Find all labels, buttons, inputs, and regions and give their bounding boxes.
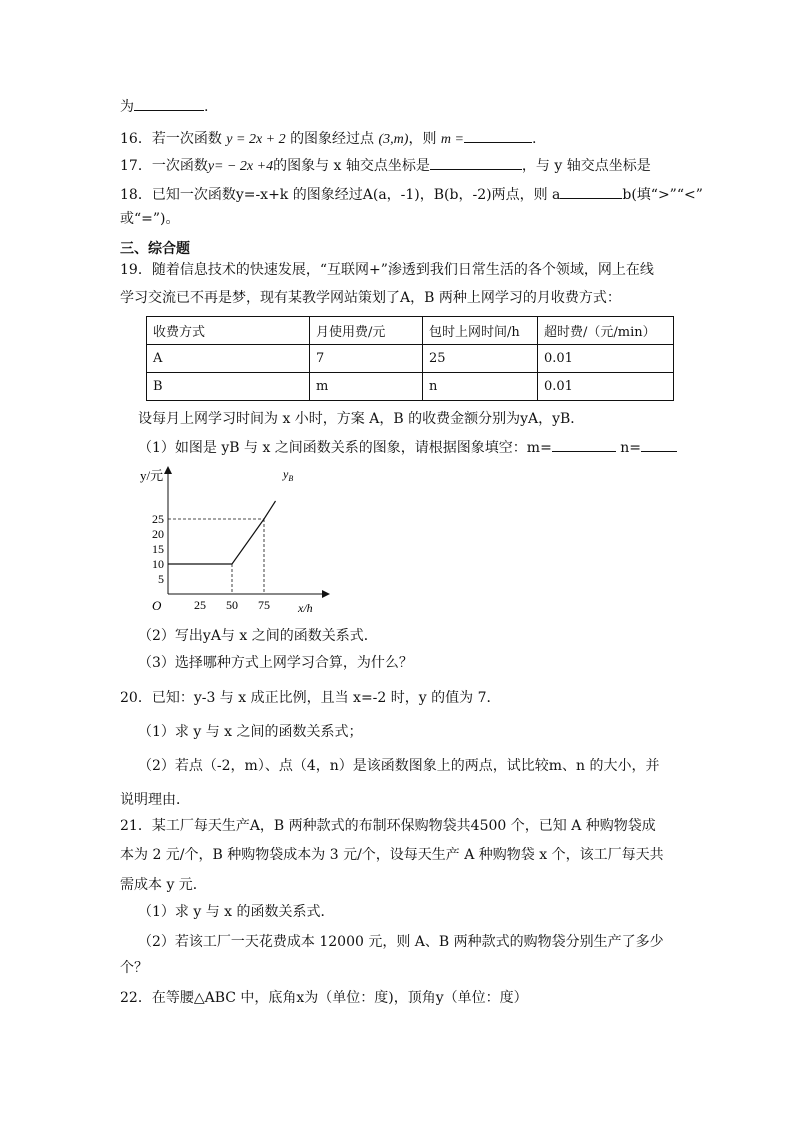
table-cell: 7 [310,345,423,373]
q18-blank[interactable] [560,184,622,199]
q20-sub2b: 说明理由． [120,792,190,808]
q20-sub2a: （2）若点（-2，m）、点（4，n）是该函数图象上的两点，试比较m、n 的大小，并 [138,758,660,774]
table-cell: 0.01 [538,373,674,401]
y-tick-label: 5 [158,572,164,586]
fee-table [146,316,674,401]
q16-point: (3,m) [378,132,409,147]
table-row [147,345,674,373]
q17-tail: ，与 y 轴交点坐标是 [521,158,651,174]
y-tick-label: 10 [152,557,164,571]
q16-mid: 的图象经过点 [290,131,375,147]
table-cell: B [147,373,310,401]
question-16 [120,128,536,149]
q21-sub1: （1）求 y 与 x 的函数关系式． [138,904,335,920]
m-blank[interactable] [552,437,616,452]
q19-sub1 [138,437,677,457]
table-header: 包时上网时间/h [423,317,538,345]
question-18-line2: 或“=”)。 [120,211,180,227]
q19-line2: 学习交流已不再是梦，现有某教学网站策划了A，B 两种上网学习的月收费方式： [120,290,621,306]
q21-sub2a: （2）若该工厂一天花费成本 12000 元，则 A、B 两种款式的购物袋分别生产了多少 [138,934,664,950]
x-tick-label: 75 [258,598,270,612]
section-title: 三、综合题 [120,241,190,257]
q17-mid: 的图象与 x 轴交点坐标是 [273,158,430,174]
q18-line1: 18．已知一次函数y=-x+k 的图象经过A(a，-1)，B(b，-2)两点，则 a [120,187,561,203]
q15-text: 为 [120,99,134,115]
q20-line1: 20．已知：y-3 与 x 成正比例，且当 x=-2 时，y 的值为 7． [120,690,501,706]
q22-line1: 22．在等腰△ABC 中，底角x为（单位：度)，顶角y（单位：度） [120,990,528,1006]
q19-sub3: （3）选择哪种方式上网学习合算，为什么？ [138,655,413,671]
table-cell: 25 [423,345,538,373]
table-cell: m [310,373,423,401]
q17-blank-x[interactable] [430,155,522,170]
q19-sub2: （2）写出yA与 x 之间的函数关系式． [138,628,378,644]
q21-line1: 21．某工厂每天生产A，B 两种款式的布制环保购物袋共4500 个，已知 A 种购物袋成 [120,818,656,834]
table-row [147,373,674,401]
q19-sub1-text: （1）如图是 yB 与 x 之间函数关系的图象，请根据图象填空：m= [138,440,552,456]
q16-end: . [531,131,537,147]
table-cell: A [147,345,310,373]
q20-sub1: （1）求 y 与 x 之间的函数关系式； [138,724,363,740]
question-17 [120,155,651,176]
table-header: 月使用费/元 [310,317,423,345]
yb-series-line [168,501,276,564]
q21-line2: 本为 2 元/个，B 种购物袋成本为 3 元/个，设每天生产 A 种购物袋 x 个，该工厂每天共 [120,847,664,863]
q17-function: y= − 2x +4 [207,159,274,174]
q19-line1: 19．随着信息技术的快速发展，“互联网+”渗透到我们日常生活的各个领域，网上在线 [120,262,654,278]
question-18 [120,184,703,204]
n-blank[interactable] [641,437,677,452]
q19-setup: 设每月上网学习时间为 x 小时，方案 A，B 的收费金额分别为yA，yB． [138,411,585,427]
y-tick-label: 20 [152,527,164,541]
table-header: 收费方式 [147,317,310,345]
table-cell: n [423,373,538,401]
q19-sub1-n: n= [620,440,642,456]
q15-blank[interactable] [134,96,204,111]
x-tick-label: 50 [226,598,238,612]
q16-blank[interactable] [464,128,532,143]
y-tick-label: 25 [152,512,164,526]
table-header-row [147,317,674,345]
x-axis-label: x/h [298,601,313,615]
y-tick-label: 15 [152,542,164,556]
x-tick-label: 25 [194,598,206,612]
table-header: 超时费/（元/min） [538,317,674,345]
origin-label: O [152,598,162,613]
q17-prefix: 17．一次函数 [120,158,208,174]
q16-sep: ，则 [408,131,437,147]
q21-line3: 需成本 y 元． [120,877,207,893]
q16-var: m = [440,132,464,147]
yb-chart [130,460,340,620]
table-cell: 0.01 [538,345,674,373]
q16-prefix: 16．若一次函数 [120,131,222,147]
q15-end: . [204,99,209,115]
q21-sub2b: 个？ [120,960,148,976]
q18-line1-end: b(填“>”“<” [622,187,703,203]
series-label: $y_B$ [283,467,294,483]
q15-tail [120,96,208,116]
q16-function: y = 2x + 2 [226,132,286,147]
y-axis-label: y/元 [140,468,164,483]
